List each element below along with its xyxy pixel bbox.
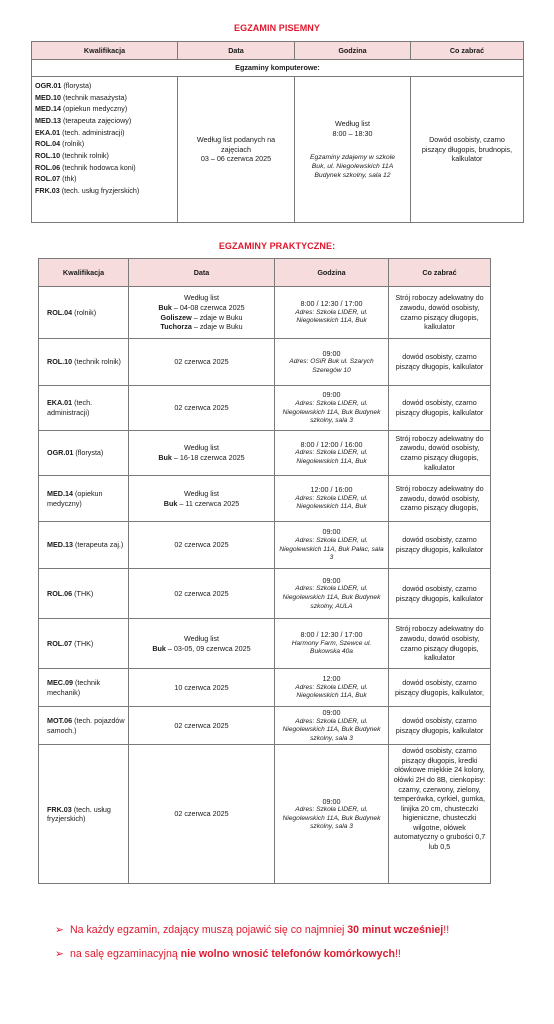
- written-time-line1: Według list: [334, 119, 371, 129]
- note-arrive-early: [55, 924, 449, 936]
- written-time-cell: [295, 77, 411, 223]
- practical-qualification-cell: [39, 669, 129, 707]
- qualification-code: EKA.01: [35, 127, 61, 137]
- written-header-date: Data: [178, 42, 295, 60]
- practical-exam-title: EGZAMINY PRAKTYCZNE:: [218, 241, 336, 251]
- date-text: 02 czerwca 2025: [174, 588, 229, 598]
- practical-row: [39, 619, 491, 669]
- written-qualification-item: [35, 115, 174, 127]
- qualification-name: (terapeuta zaj.): [72, 540, 124, 550]
- date-line: [132, 293, 271, 303]
- practical-row: [39, 287, 491, 339]
- date-text: – zdaje w Buku: [191, 312, 243, 322]
- qualification-name: (technik mechanik): [47, 677, 101, 697]
- written-date-cell: [178, 77, 295, 223]
- qualification-name: (opiekun medyczny): [47, 488, 103, 508]
- qualification-code: ROL.04: [35, 139, 61, 149]
- exam-address: Adres: Szkoła LIDER, ul. Niegolewskich 11A, Buk: [295, 683, 368, 700]
- date-line: [132, 303, 271, 313]
- qualification-code: MED.13: [47, 540, 73, 550]
- date-line: [132, 721, 271, 731]
- practical-time-cell: [275, 522, 389, 569]
- date-text: 02 czerwca 2025: [174, 720, 229, 730]
- practical-bring-cell: dowód osobisty, czarno piszący długopis, kalkulator: [389, 386, 491, 431]
- arrow-bullet-icon: ➢: [55, 924, 64, 936]
- written-qualification-item: [35, 103, 174, 115]
- qualification-code: OGR.01: [47, 448, 74, 458]
- practical-time-cell: [275, 569, 389, 619]
- practical-date-cell: [129, 745, 275, 884]
- qualification-name: (THK): [72, 588, 94, 598]
- practical-bring-cell: Strój roboczy adekwatny do zawodu, dowód osobisty, czarno piszący długopis,: [389, 476, 491, 522]
- practical-header-row: [39, 259, 491, 287]
- qualification-code: FRK.03: [47, 804, 72, 814]
- practical-row: [39, 476, 491, 522]
- written-exam-title: EGZAMIN PISEMNY: [233, 23, 320, 33]
- qualification-code: FRK.03: [35, 185, 60, 195]
- arrow-bullet-icon: ➢: [55, 948, 64, 960]
- practical-bring-cell: Strój roboczy adekwatny do zawodu, dowód osobisty, czarno piszący długopis, kalkulator: [389, 619, 491, 669]
- exam-time: 12:00 / 16:00: [310, 485, 353, 495]
- date-text: 02 czerwca 2025: [174, 357, 229, 367]
- qualification-code: ROL.07: [47, 638, 73, 648]
- date-place: Goliszew: [160, 312, 192, 322]
- date-text: 02 czerwca 2025: [174, 403, 229, 413]
- exam-time: 12:00: [322, 674, 341, 684]
- exam-time: 09:00: [322, 390, 341, 400]
- date-line: [132, 403, 271, 413]
- exam-time: 09:00: [322, 796, 341, 806]
- written-date-line2: 03 – 06 czerwca 2025: [200, 154, 272, 164]
- practical-date-cell: [129, 707, 275, 745]
- note1-text: Na każdy egzamin, zdający muszą pojawić się co najmniej: [69, 924, 348, 936]
- qualification-code: ROL.06: [35, 162, 61, 172]
- practical-bring-cell: dowód osobisty, czarno piszący długopis, kalkulator: [389, 339, 491, 386]
- exam-address: Harmony Farm, Szewce ul. Bukowska 40a: [291, 639, 372, 656]
- qualification-code: ROL.06: [47, 588, 73, 598]
- practical-date-cell: [129, 476, 275, 522]
- date-line: [132, 313, 271, 323]
- practical-time-cell: [275, 619, 389, 669]
- practical-header-date: Data: [129, 259, 275, 287]
- practical-time-cell: [275, 669, 389, 707]
- exam-address: Adres: Szkoła LIDER, ul. Niegolewskich 11A, Buk Pałac, sala 3: [279, 536, 384, 562]
- practical-time-cell: [275, 707, 389, 745]
- written-qualification-item: [35, 92, 174, 104]
- date-line: [132, 443, 271, 453]
- written-subheader: Egzaminy komputerowe:: [32, 60, 524, 77]
- qualification-name: (tech. pojazdów samoch.): [47, 716, 125, 735]
- practical-bring-cell: dowód osobisty, czarno piszący długopis, kalkulator: [389, 707, 491, 745]
- date-text: – 03-05, 09 czerwca 2025: [165, 643, 251, 653]
- qualification-name: (terapeuta zajęciowy): [62, 115, 132, 125]
- practical-time-cell: [275, 476, 389, 522]
- exam-address: Adres: Szkoła LIDER, ul. Niegolewskich 11A, Buk: [295, 449, 368, 465]
- qualification-name: (florysta): [73, 448, 104, 458]
- qualification-code: ROL.10: [47, 357, 73, 367]
- practical-bring-cell: Strój roboczy adekwatny do zawodu, dowód osobisty, czarno piszący długopis, kalkulator: [389, 287, 491, 339]
- date-line: [132, 809, 271, 819]
- date-place: Buk: [158, 453, 172, 462]
- practical-row: [39, 707, 491, 745]
- practical-bring-cell: dowód osobisty, czarno piszący długopis, kalkulator: [389, 522, 491, 569]
- qualification-name: (tech. administracji): [62, 127, 125, 137]
- practical-qualification-cell: [39, 386, 129, 431]
- practical-date-cell: [129, 339, 275, 386]
- qualification-code: MED.14: [35, 104, 61, 114]
- practical-qualification-cell: [39, 287, 129, 339]
- qualification-code: MEC.09: [47, 677, 73, 687]
- written-header-bring: Co zabrać: [411, 42, 524, 60]
- date-line: [132, 453, 271, 463]
- date-line: [132, 540, 271, 550]
- practical-qualification-cell: [39, 431, 129, 476]
- date-text: Według list: [183, 488, 220, 498]
- written-subheader-row: [32, 60, 524, 77]
- practical-header-time: Godzina: [275, 259, 389, 287]
- practical-row: [39, 522, 491, 569]
- practical-row: [39, 669, 491, 707]
- practical-bring-cell: dowód osobisty, czarno piszący długopis, kalkulator: [389, 569, 491, 619]
- written-header-time: Godzina: [295, 42, 411, 60]
- exam-address: Adres: Szkoła LIDER, ul. Niegolewskich 11A, Buk Budynek szkolny, AULA: [282, 585, 381, 610]
- date-line: [132, 489, 271, 499]
- exam-time: 09:00: [322, 527, 341, 537]
- practical-row: [39, 745, 491, 884]
- exam-address: Adres: Szkoła LIDER, ul. Niegolewskich 11A, Buk Budynek szkolny, sala 3: [282, 399, 381, 425]
- practical-row: [39, 386, 491, 431]
- practical-date-cell: [129, 669, 275, 707]
- written-qualification-item: [35, 127, 174, 139]
- practical-qualification-cell: [39, 619, 129, 669]
- practical-time-cell: [275, 745, 389, 884]
- practical-qualification-cell: [39, 745, 129, 884]
- exam-time: 09:00: [322, 708, 341, 717]
- practical-date-cell: [129, 522, 275, 569]
- practical-row: [39, 431, 491, 476]
- practical-time-cell: [275, 386, 389, 431]
- note2-bold: nie wolno wnosić telefonów komórkowych: [180, 948, 395, 960]
- qualification-name: (rolnik): [62, 139, 85, 149]
- date-text: – 16-18 czerwca 2025: [171, 453, 245, 462]
- exam-address: Adres: Szkoła LIDER, ul. Niegolewskich 11A, Buk Budynek szkolny, sala 3: [282, 806, 381, 831]
- exam-time: 8:00 / 12:00 / 16:00: [300, 439, 363, 449]
- written-qualifications-cell: [32, 77, 178, 223]
- practical-header-bring: Co zabrać: [389, 259, 491, 287]
- date-text: 10 czerwca 2025: [174, 682, 229, 692]
- date-text: Według list: [183, 633, 220, 643]
- practical-date-cell: [129, 619, 275, 669]
- exam-time: 8:00 / 12:30 / 17:00: [300, 630, 363, 640]
- practical-qualification-cell: [39, 522, 129, 569]
- exam-address: Adres: OSiR Buk ul. Szarych Szeregów 10: [289, 358, 374, 374]
- note2-suffix: !!: [394, 948, 401, 960]
- practical-exam-table: [38, 258, 491, 884]
- exam-address: Adres: Szkoła LIDER, ul. Niegolewskich 11A, Buk: [295, 494, 368, 511]
- practical-qualification-cell: [39, 707, 129, 745]
- practical-date-cell: [129, 287, 275, 339]
- qualification-name: (technik rolnik): [62, 150, 109, 160]
- practical-time-cell: [275, 339, 389, 386]
- practical-time-cell: [275, 287, 389, 339]
- qualification-name: (tech. usług fryzjerskich): [61, 185, 140, 195]
- written-qualifications-list: [35, 80, 174, 197]
- note1-bold: 30 minut wcześniej: [347, 924, 444, 936]
- practical-qualification-cell: [39, 569, 129, 619]
- qualification-code: ROL.04: [47, 307, 73, 317]
- date-text: – zdaje w Buku: [191, 322, 243, 332]
- qualification-code: EKA.01: [47, 398, 73, 408]
- written-header-qualification: Kwalifikacja: [32, 42, 178, 60]
- exam-address: Adres: Szkoła LIDER, ul. Niegolewskich 11A, Buk: [295, 308, 368, 325]
- written-qualification-item: [35, 150, 174, 162]
- qualification-name: (opiekun medyczny): [62, 104, 128, 114]
- qualification-name: (tech. usług fryzjerskich): [47, 804, 111, 824]
- practical-qualification-cell: [39, 476, 129, 522]
- date-text: Według list: [183, 293, 220, 303]
- qualification-name: (THK): [72, 638, 94, 648]
- date-text: 02 czerwca 2025: [174, 809, 229, 819]
- date-place: Buk: [158, 302, 172, 312]
- exam-time: 09:00: [322, 348, 341, 358]
- qualification-name: (florysta): [63, 81, 92, 90]
- written-qualification-item: [35, 173, 174, 185]
- date-text: – 11 czerwca 2025: [177, 498, 240, 508]
- note-no-phones: [55, 948, 401, 960]
- qualification-name: (rolnik): [72, 307, 97, 317]
- written-date-line1: Według list podanych na zajęciach: [196, 135, 276, 154]
- written-header-row: [32, 42, 524, 60]
- date-place: Buk: [163, 498, 178, 508]
- date-line: [132, 589, 271, 599]
- written-qualification-item: [35, 138, 174, 150]
- qualification-code: MED.13: [35, 115, 61, 125]
- written-qualification-item: [35, 80, 174, 92]
- date-line: [132, 499, 271, 509]
- practical-bring-cell: dowód osobisty, czarno piszący długopis, kredki ołówkowe miękkie 24 kolory, ołówki 2H do 8B, cienkopisy: czarny, czerwony, zielony, temperówka, cyrkiel, gumka, linijka 20 cm, chusteczki higieniczne, chusteczki wilgotne, ołówek automatyczny o grubości 0,7 lub 0,5: [389, 745, 491, 884]
- note1-suffix: !!: [443, 924, 450, 936]
- qualification-code: MED.14: [47, 488, 73, 498]
- practical-table-body: [39, 287, 491, 884]
- date-line: [132, 357, 271, 367]
- practical-row: [39, 339, 491, 386]
- written-time-line2: 8:00 – 18:30: [332, 128, 373, 138]
- practical-date-cell: [129, 431, 275, 476]
- written-exam-table: [31, 41, 524, 223]
- practical-date-cell: [129, 569, 275, 619]
- written-qualification-item: [35, 162, 174, 174]
- written-main-row: [32, 77, 524, 223]
- practical-qualification-cell: [39, 339, 129, 386]
- qualification-name: (technik masażysta): [62, 92, 127, 102]
- date-place: Tuchorza: [160, 322, 192, 332]
- written-qualification-item: [35, 185, 174, 197]
- qualification-code: ROL.10: [35, 150, 61, 160]
- exam-time: 8:00 / 12:30 / 17:00: [300, 299, 363, 309]
- qualification-code: MOT.06: [47, 716, 73, 726]
- exam-time: 09:00: [322, 575, 341, 585]
- written-time-note: Egzaminy zdajemy w szkole Buk, ul. Niegolewskich 11A Budynek szkolny, sala 12: [310, 153, 395, 179]
- date-line: [132, 322, 271, 332]
- date-line: [132, 683, 271, 693]
- qualification-name: (thk): [62, 174, 77, 184]
- practical-bring-cell: Strój roboczy adekwatny do zawodu, dowód osobisty, czarno piszący długopis, kalkulator: [389, 431, 491, 476]
- date-text: – 04-08 czerwca 2025: [171, 302, 245, 312]
- date-text: Według list: [183, 443, 220, 453]
- qualification-code: MED.10: [35, 92, 61, 102]
- practical-header-qualification: Kwalifikacja: [39, 259, 129, 287]
- date-line: [132, 634, 271, 644]
- date-line: [132, 644, 271, 654]
- qualification-code: ROL.07: [35, 174, 61, 184]
- practical-bring-cell: dowód osobisty, czarno piszący długopis, kalkulator,: [389, 669, 491, 707]
- practical-time-cell: [275, 431, 389, 476]
- qualification-name: (technik hodowca koni): [62, 162, 136, 172]
- note2-text: na salę egzaminacyjną: [69, 948, 181, 960]
- qualification-code: OGR.01: [35, 81, 62, 90]
- qualification-name: (tech. administracji): [47, 398, 93, 417]
- written-bring-cell: Dowód osobisty, czarno piszący długopis, brudnopis, kalkulator: [411, 77, 524, 223]
- date-place: Buk: [152, 643, 166, 653]
- qualification-name: (technik rolnik): [72, 357, 121, 367]
- practical-row: [39, 569, 491, 619]
- exam-address: Adres: Szkoła LIDER, ul. Niegolewskich 11A, Buk Budynek szkolny, sala 3: [282, 717, 381, 742]
- date-text: 02 czerwca 2025: [174, 540, 229, 550]
- practical-date-cell: [129, 386, 275, 431]
